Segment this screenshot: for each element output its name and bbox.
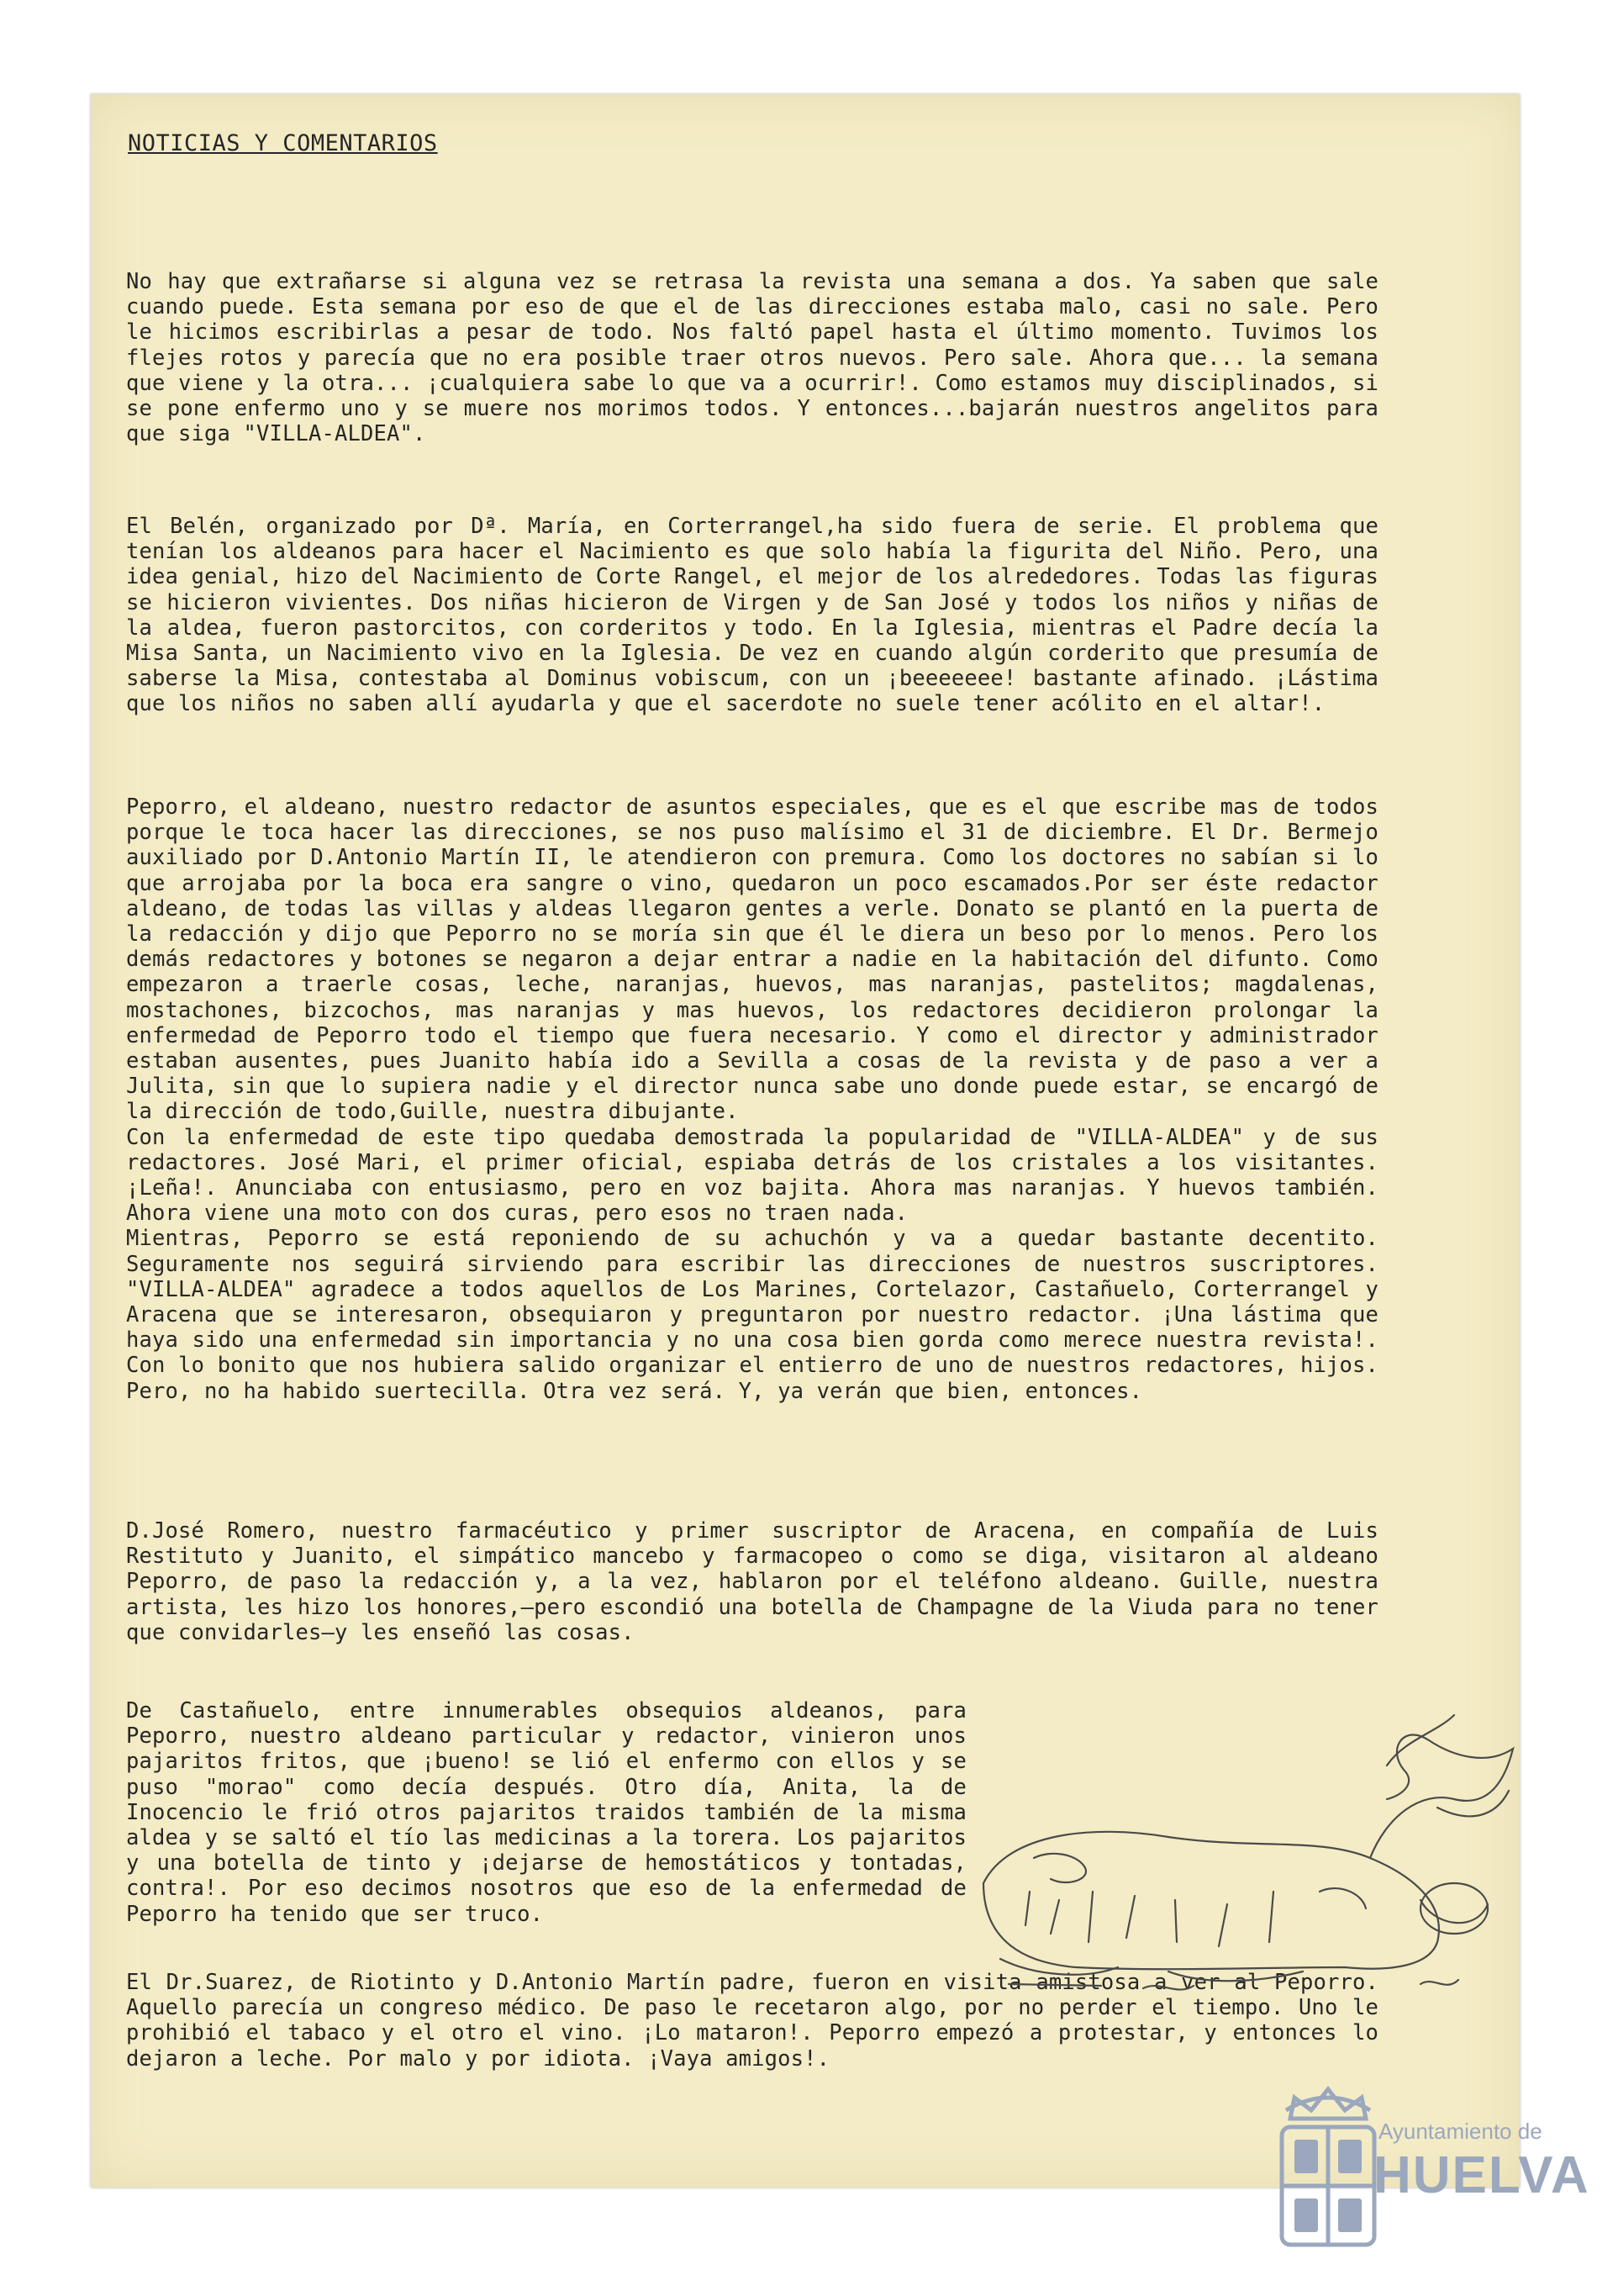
watermark-line-2: HUELVA — [1373, 2146, 1590, 2204]
sketch-drawing — [950, 1690, 1521, 2001]
paragraph-jose-romero: D.José Romero, nuestro farmacéutico y primer suscriptor de Aracena, en compañía de Luis Restituto y Juanito, el simpático mancebo y farmacopeo o como se diga, visitaron al aldeano Peporro, de paso la redacción y, a la vez, hablaron por el teléfono aldeano. Guille, nuestra artista, les hizo los honores,—pero escondió una botella de Champagne de la Viuda para no tener que convidarles—y les enseñó las cosas. — [126, 1518, 1378, 1645]
paragraph-belen: El Belén, organizado por Dª. María, en Corterrangel,ha sido fuera de serie. El problema que tenían los aldeanos para hacer el Nacimiento es que solo había la figurita del Niño. Pero, una idea genial, hizo del Nacimiento de Corte Rangel, el mejor de los alrededores. Todas las figuras se hicieron vivientes. Dos niñas hicieron de Virgen y de San José y todos los niños y niñas de la aldea, fueron pastorcitos, con corderitos y todo. En la Iglesia, mientras el Padre decía la Misa Santa, un Nacimiento vivo en la Iglesia. De vez en cuando algún corderito que presumía de saberse la Misa, contestaba al Dominus vobiscum, con un ¡beeeeeee! bastante afinado. ¡Lástima que los niños no saben allí ayudarla y que el sacerdote no suele tener acólito en el altar!. — [126, 514, 1378, 717]
paragraph-castanuelo: De Castañuelo, entre innumerables obsequios aldeanos, para Peporro, nuestro aldeano particular y redactor, vinieron unos pajaritos fritos, que ¡bueno! se lió el enfermo con ellos y se puso "morao" como decía después. Otro día, Anita, la de Inocencio le frió otros pajaritos traidos también de la misma aldea y se saltó el tío las medicinas a la torera. Los pajaritos y una botella de tinto y ¡dejarse de hemostáticos y tontadas, contra!. Por eso decimos nosotros que eso de la enfermedad de Peporro ha tenido que ser truco. — [126, 1698, 967, 1927]
watermark-line-1: Ayuntamiento de — [1378, 2119, 1542, 2144]
paragraph-peporro-enfermedad: Peporro, el aldeano, nuestro redactor de asuntos especiales, que es el que escribe mas de todos porque le toca hacer las direcciones, se nos puso malísimo el 31 de diciembre. El Dr. Bermejo auxiliado por D.Antonio Martín II, le atendieron con premura. Como los doctores no sabían si lo que arrojaba por la boca era sangre o vino, quedaron un poco escamados.Por ser éste redactor aldeano, de todas las villas y aldeas llegaron gentes a verle. Donato se plantó en la puerta de la redacción y dijo que Peporro no se moría sin que él le diera un beso por lo menos. Pero los demás redactores y botones se negaron a dejar entrar a nadie en la habitación del difunto. Como empezaron a traerle cosas, leche, naranjas, huevos, mas naranjas, pastelitos; magdalenas, mostachones, bizcochos, mas naranjas y mas huevos, los redactores decidieron prolongar la enfermedad de Peporro todo el tiempo que fuera necesario. Y como el director y administrador estaban ausentes, pues Juanito había ido a Sevilla a cosas de la revista y de paso a ver a Julita, sin que lo supiera nadie y el director nunca sabe uno donde puede estar, se encargó de la dirección de todo,Guille, nuestra dibujante. Con la enfermedad de este tipo quedaba demostrada la popularidad de "VILLA-ALDEA" y de sus redactores. José Mari, el primer oficial, espiaba detrás de los cristales a los visitantes. ¡Leña!. Anunciaba con entusiasmo, pero en voz bajita. Ahora mas naranjas. Y huevos también. Ahora viene una moto con dos curas, pero esos no traen nada. Mientras, Peporro se está reponiendo de su achuchón y va a quedar bastante decentito. Seguramente nos seguirá sirviendo para escribir las direcciones de nuestros suscriptores. "VILLA-ALDEA" agradece a todos aquellos de Los Marines, Cortelazor, Castañuelo, Corterrangel y Aracena que se interesaron, obsequiaron y preguntaron por nuestro redactor. ¡Una lástima que haya sido una enfermedad sin importancia y no una cosa bien gorda como merece nuestra revista!. Con lo bonito que nos hubiera salido organizar el entierro de uno de nuestros redactores, hijos. Pero, no ha habido suertecilla. Otra vez será. Y, ya verán que bien, entonces. — [126, 794, 1378, 1404]
page-title: NOTICIAS Y COMENTARIOS — [128, 130, 438, 156]
paragraph-revista-retraso: No hay que extrañarse si alguna vez se retrasa la revista una semana a dos. Ya saben que sale cuando puede. Esta semana por eso de que el de las direcciones estaba malo, casi no sale. Pero le hicimos escribirlas a pesar de todo. Nos faltó papel hasta el último momento. Tuvimos los flejes rotos y parecía que no era posible traer otros nuevos. Pero sale. Ahora que... la semana que viene y la otra... ¡cualquiera sabe lo que va a ocurrir!. Como estamos muy disciplinados, si se pone enfermo uno y se muere nos morimos todos. Y entonces...bajarán nuestros angelitos para que siga "VILLA-ALDEA". — [126, 269, 1378, 447]
paragraph-dr-suarez: El Dr.Suarez, de Riotinto y D.Antonio Martín padre, fueron en visita amistosa a ver al Peporro. Aquello parecía un congreso médico. De paso le recetaron algo, por no perder el tiempo. Uno le prohibió el tabaco y el otro el vino. ¡Lo mataron!. Peporro empezó a protestar, y entonces lo dejaron a leche. Por malo y por idiota. ¡Vaya amigos!. — [126, 1970, 1378, 2072]
